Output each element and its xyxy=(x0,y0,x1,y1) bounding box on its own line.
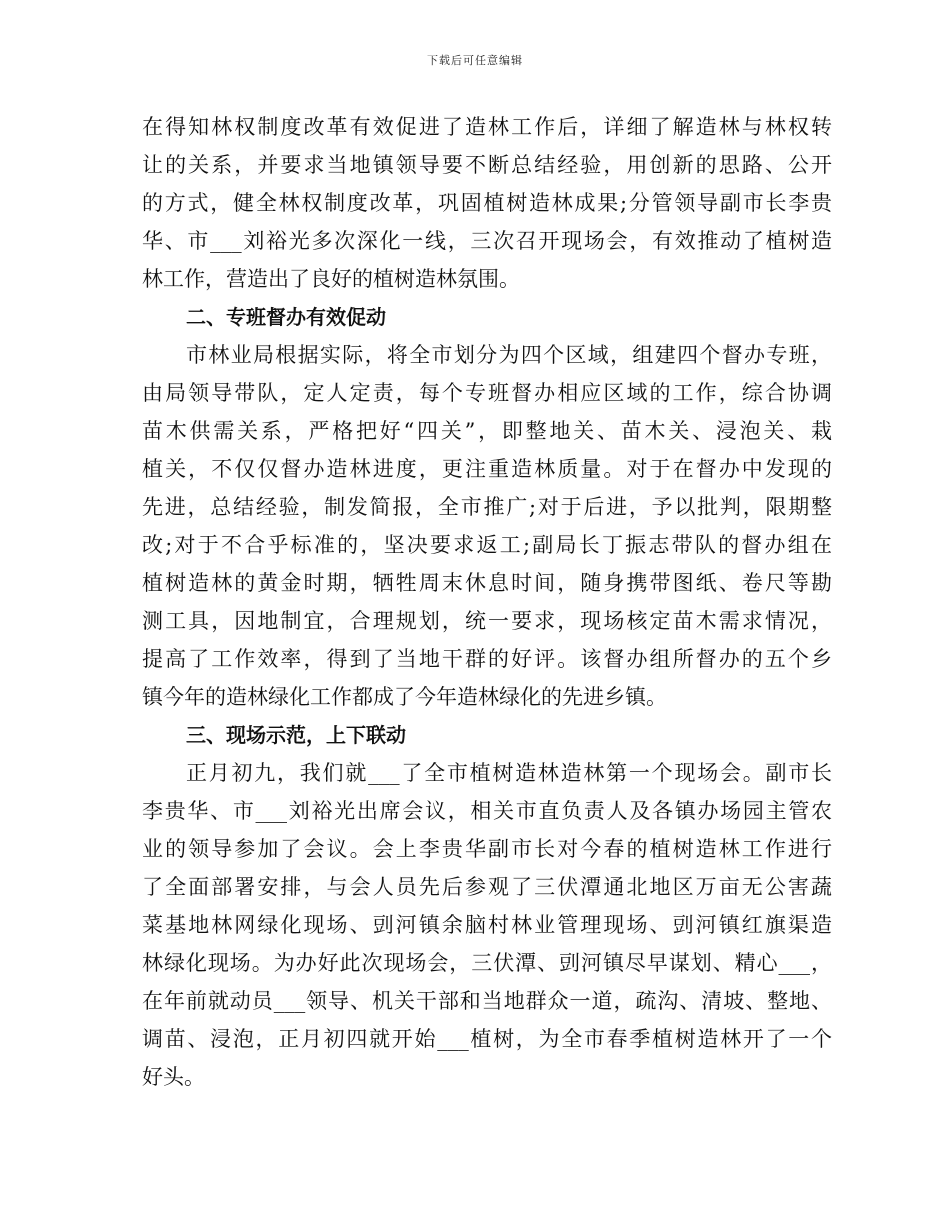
page-header: 下载后可任意编辑 xyxy=(427,54,523,67)
text-line: 镇今年的造林绿化工作都成了今年造林绿化的先进乡镇。 xyxy=(142,685,667,709)
text-line: 市林业局根据实际，将全市划分为四个区域，组建四个督办专班， xyxy=(186,343,832,367)
text-line: 业的领导参加了会议。会上李贵华副市长对今春的植树造林工作进行 xyxy=(142,837,832,861)
text-line: 菜基地林网绿化现场、剅河镇余脑村林业管理现场、剅河镇红旗渠造 xyxy=(142,913,832,937)
text-line: 由局领导带队，定人定责，每个专班督办相应区域的工作，综合协调 xyxy=(142,381,832,405)
text-line: 正月初九，我们就___了全市植树造林造林第一个现场会。副市长 xyxy=(186,761,832,785)
text-line: 华、市___刘裕光多次深化一线，三次召开现场会，有效推动了植树造 xyxy=(142,229,832,253)
text-line: 植关，不仅仅督办造林进度，更注重造林质量。对于在督办中发现的 xyxy=(142,457,832,481)
text-line: 在年前就动员___领导、机关干部和当地群众一道，疏沟、清坡、整地、 xyxy=(142,989,832,1013)
text-line: 调苗、浸泡，正月初四就开始___植树，为全市春季植树造林开了一个 xyxy=(142,1027,832,1051)
paragraph xyxy=(142,754,832,1096)
text-line: 先进，总结经验，制发简报，全市推广;对于后进，予以批判，限期整 xyxy=(142,495,832,519)
text-line: 好头。 xyxy=(142,1065,205,1089)
paragraph xyxy=(142,336,832,716)
text-line: 的方式，健全林权制度改革，巩固植树造林成果;分管领导副市长李贵 xyxy=(142,191,832,215)
section-heading: 二、专班督办有效促动 xyxy=(186,305,386,329)
text-line: 苗木供需关系，严格把好“四关”，即整地关、苗木关、浸泡关、栽 xyxy=(142,419,832,443)
section-heading: 三、现场示范，上下联动 xyxy=(186,723,406,747)
text-line: 让的关系，并要求当地镇领导要不断总结经验，用创新的思路、公开 xyxy=(142,153,832,177)
text-line: 植树造林的黄金时期，牺牲周末休息时间，随身携带图纸、卷尺等勘 xyxy=(142,571,832,595)
text-line: 改;对于不合乎标准的，坚决要求返工;副局长丁振志带队的督办组在 xyxy=(142,533,832,557)
text-line: 林工作，营造出了良好的植树造林氛围。 xyxy=(142,267,520,291)
paragraph xyxy=(142,108,832,298)
text-line: 测工具，因地制宜，合理规划，统一要求，现场核定苗木需求情况， xyxy=(142,609,832,633)
text-line: 林绿化现场。为办好此次现场会，三伏潭、剅河镇尽早谋划、精心___， xyxy=(142,951,832,975)
text-line: 在得知林权制度改革有效促进了造林工作后，详细了解造林与林权转 xyxy=(142,115,832,139)
text-line: 了全面部署安排，与会人员先后参观了三伏潭通北地区万亩无公害蔬 xyxy=(142,875,832,899)
text-line: 李贵华、市___刘裕光出席会议，相关市直负责人及各镇办场园主管农 xyxy=(142,799,832,823)
text-line: 提高了工作效率，得到了当地干群的好评。该督办组所督办的五个乡 xyxy=(142,647,832,671)
document-body xyxy=(142,108,832,1096)
